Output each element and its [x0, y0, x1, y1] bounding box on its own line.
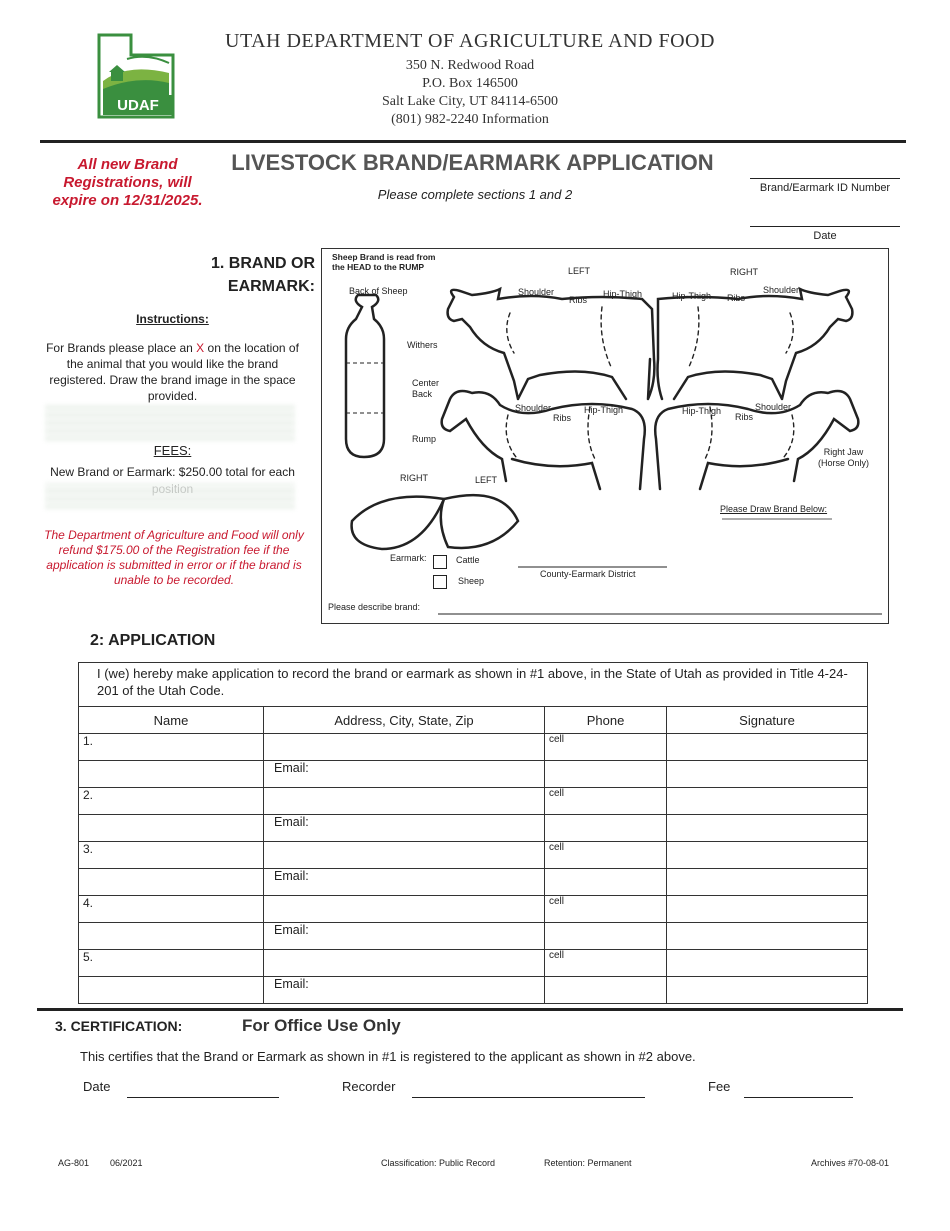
fees-title: FEES: — [153, 443, 192, 458]
retention: Retention: Permanent — [544, 1158, 632, 1168]
cow-right-shoulder: Shoulder — [763, 285, 800, 295]
table-row — [79, 896, 868, 923]
right-jaw-line1: Right Jaw — [823, 447, 864, 457]
cow-right-hip-thigh: Hip-Thigh — [672, 291, 712, 301]
cert-date-label: Date — [83, 1079, 111, 1094]
right-side-label: RIGHT — [730, 267, 758, 277]
header-divider — [40, 140, 906, 143]
section3-heading: 3. CERTIFICATION: — [55, 1018, 183, 1034]
horse-left-hip-thigh: Hip-Thigh — [584, 405, 624, 415]
applicant-number[interactable]: 3. — [79, 842, 264, 869]
address-cell[interactable] — [264, 842, 545, 869]
address-cell[interactable] — [264, 734, 545, 761]
back-of-sheep-label: Back of Sheep — [349, 286, 408, 296]
horse-right-shoulder: Shoulder — [755, 402, 792, 412]
table-row — [79, 977, 868, 1004]
email-cell[interactable]: Email: — [264, 761, 545, 788]
section1-heading — [190, 252, 315, 298]
phone-cell[interactable]: cell — [545, 950, 667, 977]
describe-brand-label: Please describe brand: — [328, 602, 421, 612]
address-cell[interactable] — [264, 950, 545, 977]
table-row — [79, 734, 868, 761]
address-line: 350 N. Redwood Road — [405, 58, 535, 73]
fee-field[interactable] — [744, 1097, 853, 1098]
signature-cell[interactable] — [667, 815, 868, 842]
phone-cell[interactable]: cell — [545, 734, 667, 761]
address-cell[interactable] — [264, 896, 545, 923]
sheep-note — [332, 252, 435, 272]
redacted-text — [45, 405, 295, 441]
signature-cell[interactable] — [667, 734, 868, 761]
rump-label: Rump — [412, 434, 437, 444]
sheep-note-line2: the HEAD to the RUMP — [332, 262, 425, 272]
instructions-part: on the location of the animal that you would like the brand registered. Draw the brand image in the space provided. — [49, 341, 299, 403]
table-row — [79, 815, 868, 842]
instructions-part: For Brands please place an — [46, 341, 197, 355]
phone-cell[interactable]: cell — [545, 896, 667, 923]
county-district-label: County-Earmark District — [540, 569, 636, 579]
recorder-field[interactable] — [412, 1097, 645, 1098]
animal-outlines — [322, 249, 888, 623]
name-cell[interactable] — [79, 869, 264, 896]
phone-cell[interactable] — [545, 761, 667, 788]
section1-heading-line1: 1. BRAND OR — [210, 255, 315, 272]
name-cell[interactable] — [79, 761, 264, 788]
form-date: 06/2021 — [110, 1158, 143, 1168]
ear-left-label: LEFT — [475, 475, 498, 485]
sheep-checkbox[interactable] — [433, 575, 447, 589]
center-label: Center — [412, 378, 440, 388]
fee-label: Fee — [708, 1079, 731, 1094]
date-field[interactable] — [750, 226, 900, 242]
horse-right-hip-thigh: Hip-Thigh — [682, 406, 722, 416]
sheep-label: Sheep — [458, 576, 485, 586]
x-mark: X — [196, 341, 205, 355]
email-cell[interactable]: Email: — [264, 977, 545, 1004]
cow-right-ribs: Ribs — [727, 293, 746, 303]
phone-line: (801) 982-2240 Information — [391, 112, 549, 127]
agency-name: UTAH DEPARTMENT OF AGRICULTURE AND FOOD — [225, 30, 715, 52]
center-back-label — [412, 378, 439, 400]
applicant-number[interactable]: 2. — [79, 788, 264, 815]
section2-title: 2: APPLICATION — [90, 632, 216, 649]
name-cell[interactable] — [79, 977, 264, 1004]
section3-divider — [37, 1008, 903, 1011]
name-cell[interactable] — [79, 815, 264, 842]
applicant-number[interactable]: 4. — [79, 896, 264, 923]
page-title: LIVESTOCK BRAND/EARMARK APPLICATION — [231, 150, 714, 175]
table-row — [79, 761, 868, 788]
phone-cell[interactable] — [545, 977, 667, 1004]
brand-id-label: Brand/Earmark ID Number — [750, 178, 900, 194]
application-table — [78, 662, 868, 1004]
phone-cell[interactable] — [545, 869, 667, 896]
email-cell[interactable]: Email: — [264, 869, 545, 896]
agency-header — [180, 30, 760, 129]
signature-cell[interactable] — [667, 761, 868, 788]
back-label: Back — [412, 389, 433, 399]
phone-cell[interactable]: cell — [545, 788, 667, 815]
table-row — [79, 950, 868, 977]
horse-left-shoulder: Shoulder — [515, 403, 552, 413]
refund-policy: The Department of Agriculture and Food will only refund $175.00 of the Registration fee if the application is submitted in error or if the brand is unable to be recorded. — [44, 528, 304, 587]
cow-left-ribs: Ribs — [569, 295, 588, 305]
applicant-number[interactable]: 1. — [79, 734, 264, 761]
cow-left-hip-thigh: Hip-Thigh — [603, 289, 643, 299]
date-label: Date — [750, 226, 900, 242]
cert-date-field[interactable] — [127, 1097, 279, 1098]
col-name: Name — [79, 707, 264, 734]
expiration-notice: All new Brand Registrations, will expire on 12/31/2025. — [52, 156, 203, 209]
col-signature: Signature — [667, 707, 868, 734]
applicant-number[interactable]: 5. — [79, 950, 264, 977]
cattle-checkbox[interactable] — [433, 555, 447, 569]
col-phone: Phone — [545, 707, 667, 734]
section1-heading-line2: EARMARK: — [227, 278, 315, 295]
horse-left-ribs: Ribs — [553, 413, 572, 423]
email-cell[interactable]: Email: — [264, 815, 545, 842]
instructions-text — [40, 340, 305, 404]
fees-text: New Brand or Earmark: $250.00 total for each — [50, 465, 295, 479]
signature-cell[interactable] — [667, 896, 868, 923]
table-row — [79, 869, 868, 896]
recorder-label: Recorder — [342, 1079, 396, 1094]
signature-cell[interactable] — [667, 788, 868, 815]
left-side-label: LEFT — [568, 266, 591, 276]
phone-cell[interactable]: cell — [545, 842, 667, 869]
horse-right-ribs: Ribs — [735, 412, 754, 422]
instructions-title: Instructions: — [136, 312, 209, 326]
page-subtitle: Please complete sections 1 and 2 — [377, 187, 573, 202]
earmark-label: Earmark: — [390, 553, 427, 563]
certification-text: This certifies that the Brand or Earmark as shown in #1 is registered to the applicant as shown in #2 above. — [80, 1049, 696, 1064]
declaration-text: I (we) hereby make application to record the brand or earmark as shown in #1 above, in the State of Utah as provided in Title 4-24-201 of the Utah Code. — [79, 663, 868, 707]
table-row — [79, 842, 868, 869]
logo-text: UDAF — [117, 97, 159, 114]
phone-cell[interactable] — [545, 923, 667, 950]
classification: Classification: Public Record — [381, 1158, 496, 1168]
office-use-label: For Office Use Only — [242, 1016, 401, 1035]
cow-left-shoulder: Shoulder — [518, 287, 555, 297]
email-cell[interactable]: Email: — [264, 923, 545, 950]
right-jaw-line2: (Horse Only) — [818, 458, 870, 468]
phone-cell[interactable] — [545, 815, 667, 842]
signature-cell[interactable] — [667, 842, 868, 869]
udaf-logo — [97, 33, 175, 119]
brand-id-field[interactable] — [750, 178, 900, 194]
address-cell[interactable] — [264, 788, 545, 815]
draw-brand-label: Please Draw Brand Below: — [720, 504, 828, 514]
cattle-label: Cattle — [456, 555, 480, 565]
address-line: P.O. Box 146500 — [422, 76, 518, 91]
name-cell[interactable] — [79, 923, 264, 950]
signature-cell[interactable] — [667, 977, 868, 1004]
brand-location-diagram[interactable] — [321, 248, 889, 624]
right-jaw-label — [818, 447, 869, 469]
address-line: Salt Lake City, UT 84114-6500 — [381, 94, 559, 109]
table-row — [79, 923, 868, 950]
redacted-text — [45, 483, 295, 509]
form-number: AG-801 — [58, 1158, 90, 1168]
sheep-note-line1: Sheep Brand is read from — [332, 252, 436, 262]
withers-label: Withers — [407, 340, 438, 350]
signature-cell[interactable] — [667, 923, 868, 950]
col-address: Address, City, State, Zip — [264, 707, 545, 734]
ear-right-label: RIGHT — [400, 473, 428, 483]
signature-cell[interactable] — [667, 950, 868, 977]
signature-cell[interactable] — [667, 869, 868, 896]
table-row — [79, 788, 868, 815]
archives-number: Archives #70-08-01 — [811, 1158, 890, 1168]
